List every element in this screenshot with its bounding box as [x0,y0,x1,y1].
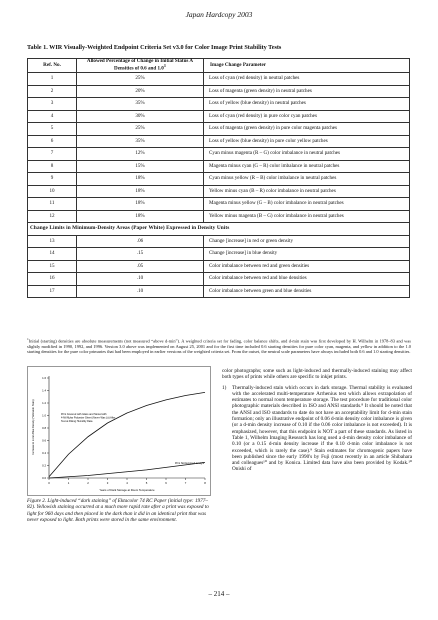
header-allowed-change-sup: 1 [163,63,166,69]
right-column [222,368,412,473]
header-allowed-change-text: Allowed Percentage of Change in Initial Status A Densities of 0.6 and 1.0 [86,58,194,73]
y-tick-label: 0.4 [42,451,46,455]
section-title: Change Limits in Minimum-Density Areas (Paper White) Expressed in Density Units [28,223,410,236]
right-intro: color photographs; some such as light-induced and thermally-induced staining may affect both types of prints while others are specific to inkjet prints. [222,368,412,381]
x-tick-label: 3 [106,481,109,485]
allowed-change-cell: 18% [77,198,204,211]
ref-no-cell: 5 [28,123,77,136]
table-row [28,185,410,198]
ref-no-cell: 3 [28,98,77,111]
series-lines [49,392,205,478]
ref-no-cell: 6 [28,135,77,148]
y-tick-label: 1.4 [42,388,46,393]
ref-no-cell: 7 [28,148,77,161]
table-header-row [28,59,410,73]
y-tick-label: 1.2 [42,401,46,405]
parameter-cell: Loss of magenta (green density) in neutral patches [204,85,410,98]
ref-no-cell: 14 [28,248,77,261]
legend-lower: Print Not Exposed to Light [175,462,205,465]
table-row [28,173,410,186]
ref-no-cell: 17 [28,285,77,298]
y-tick-label: 0.2 [42,463,46,468]
ref-no-cell: 2 [28,85,77,98]
allowed-change-cell: 18% [77,173,204,186]
y-tick-label: 0.0 [42,476,46,480]
table-row [28,248,410,261]
x-tick-label: 1 [67,481,70,485]
x-tick-label: 0 [48,481,50,485]
list-item-text: Thermally-induced stain which occurs in dark storage. Thermal stability is evaluated with the accelerated multi-temperature Arrhenius test which allows extrapolation of estimates to normal room temperature storage. The test procedure for traditional color photographic materials described in ISO and ANSI standards.⁸ It should be noted that the ANSI and ISO standards to date do not have an acceptability limit for d-min stain formation; only an illustrative endpoint of 0.06 d-min density color imbalance is given (or a d-min density increase of 0.10 if the 0.06 color imbalance is not exceeded). It is emphasized, however, that this endpoint is NOT a part of these standards. As listed in Table 1, Wilhelm Imaging Research has long used a d-min density color imbalance of 0.10 (or a 0.15 d-min density increase if the 0.10 d-min color imbalance is not exceeded, which is rarely the case).⁹ Stain estimates for chromogenic papers have been published since the early 1990's by Fuji (most recently in an article Shibahara and colleagues¹⁰ and by Konica. Limited data have also been provided by Kodak.¹⁰ Onishi of [232,384,412,473]
table-row [28,160,410,173]
x-axis-label: Years of Dark Storage at Room Temperature [99,488,155,492]
ref-no-cell: 16 [28,273,77,286]
allowed-change-cell: 25% [77,123,204,136]
parameter-cell: Yellow minus magenta (B – G) color imbalance in neutral patches [204,210,410,223]
table-row [28,198,410,211]
x-tick-label: 2 [87,481,89,485]
allowed-change-cell: .06 [77,235,204,248]
x-tick-label: 8 [204,481,206,485]
figure-2 [27,366,211,496]
table-row [28,98,410,111]
legend-upper-line2: 4-Mil Mylar Polyester Sheet (Never Was Lit) After [61,416,116,420]
allowed-change-cell: 18% [77,210,204,223]
x-tick-label: 7 [184,481,187,485]
parameter-cell: Loss of yellow (blue density) in pure color yellow patches [204,135,410,148]
ref-no-cell: 15 [28,260,77,273]
allowed-change-cell: 25% [77,73,204,86]
table-row [28,110,410,123]
allowed-change-cell: 35% [77,98,204,111]
table-row [28,135,410,148]
y-axis-label: Increase in d-min Blue Density (Yellowish Stain) [32,399,35,455]
y-ticks [42,376,49,480]
table-row [28,73,410,86]
parameter-cell: Cyan minus magenta (R – G) color imbalance in neutral patches [204,148,410,161]
parameter-cell: Loss of cyan (red density) in pure color cyan patches [204,110,410,123]
parameter-cell: Yellow minus cyan (B – R) color imbalance in neutral patches [204,185,410,198]
parameter-cell: Loss of yellow (blue density) in neutral patches [204,98,410,111]
allowed-change-cell: 15% [77,160,204,173]
running-header: Japan Hardcopy 2003 [185,10,253,19]
ref-no-cell: 8 [28,160,77,173]
allowed-change-cell: .05 [77,260,204,273]
parameter-cell: Color imbalance between green and blue densities [204,285,410,298]
legend-upper-line3: Test at Rising Humidity Data [61,420,93,423]
parameter-cell: Cyan minus yellow (R – B) color imbalance in neutral patches [204,173,410,186]
allowed-change-cell: 20% [77,85,204,98]
footnote-marker: 1 [27,337,29,341]
ref-no-cell: 10 [28,185,77,198]
parameter-cell: Loss of magenta (green density) in pure color magenta patches [204,123,410,136]
table-row [28,123,410,136]
allowed-change-cell: 35% [77,135,204,148]
parameter-cell: Magenta minus cyan (G – R) color imbalance in neutral patches [204,160,410,173]
table-row [28,260,410,273]
ref-no-cell: 1 [28,73,77,86]
header-ref-no: Ref. No. [28,59,77,73]
parameter-cell: Change [increase] in red or green density [204,235,410,248]
section-row [28,223,410,236]
parameter-cell: Change [increase] in blue density [204,248,410,261]
allowed-change-cell: .10 [77,285,204,298]
y-tick-label: 0.8 [42,426,46,430]
parameter-cell: Loss of cyan (red density) in neutral patches [204,73,410,86]
table-caption: Table 1. WIR Visually-Weighted Endpoint Criteria Set v3.0 for Color Image Print Stability Tests [27,44,282,51]
x-tick-label: 4 [126,481,128,485]
parameter-cell: Color imbalance between red and blue densities [204,273,410,286]
legend-upper-line1: Print Covered with Glass and Stored with [61,413,107,416]
x-tick-label: 5 [145,481,148,485]
allowed-change-cell: .15 [77,248,204,261]
parameter-cell: Magenta minus yellow (G – B) color imbalance in neutral patches [204,198,410,211]
x-tick-label: 6 [165,481,167,485]
criteria-table [27,58,410,298]
page-number: – 214 – [208,590,230,598]
table-row [28,273,410,286]
y-tick-label: 0.6 [42,438,46,443]
y-tick-label: 1.0 [42,413,46,418]
ref-no-cell: 13 [28,235,77,248]
header-image-change-parameter: Image Change Parameter [204,59,410,73]
ref-no-cell: 4 [28,110,77,123]
figure-frame [28,367,211,496]
allowed-change-cell: .10 [77,273,204,286]
y-tick-label: 1.6 [42,376,46,380]
table-footnote [27,337,411,354]
list-item-number: 1) [222,384,227,391]
figure-caption: Figure 2. Light-induced “dark staining” of Ektacolor 74 RC Paper (initial type: 1977–82). Yellowish staining occurred at a much more rapid rate after a print was exposed to light for 960 days and then placed in the dark than it did in an identical print that was never exposed to light. Both prints were stored in the same environment. [27,498,209,523]
ref-no-cell: 11 [28,198,77,211]
allowed-change-cell: 30% [77,110,204,123]
stain-chart [27,366,211,496]
allowed-change-cell: 12% [77,148,204,161]
x-ticks [48,478,206,485]
table-row [28,285,410,298]
header-allowed-change [77,59,204,73]
list-item [222,385,412,473]
parameter-cell: Color imbalance between red and green densities [204,260,410,273]
table-row [28,85,410,98]
table-row [28,148,410,161]
table-row [28,210,410,223]
ref-no-cell: 9 [28,173,77,186]
ref-no-cell: 12 [28,210,77,223]
allowed-change-cell: 18% [77,185,204,198]
table-row [28,235,410,248]
footnote-text: Initial (starting) densities are absolute measurements (not measured “above d-min”). A weighted criteria set for fading, color balance shifts, and d-min stain was first developed by H. Wilhelm in 1978–83 and was slightly modified in 1990, 1992, and 1996. Version 3.0 above was implemented on August 25, 2001 and for the first time included 0.6 starting densities for pure color cyan, magenta, and yellow in addition to the 1.0 starting densities for the pure color primaries that had been employed in earlier versions of the weighted criteria set. From the outset, the neutral scale parameters have always included both 0.6 and 1.0 starting densities. [27,338,411,355]
